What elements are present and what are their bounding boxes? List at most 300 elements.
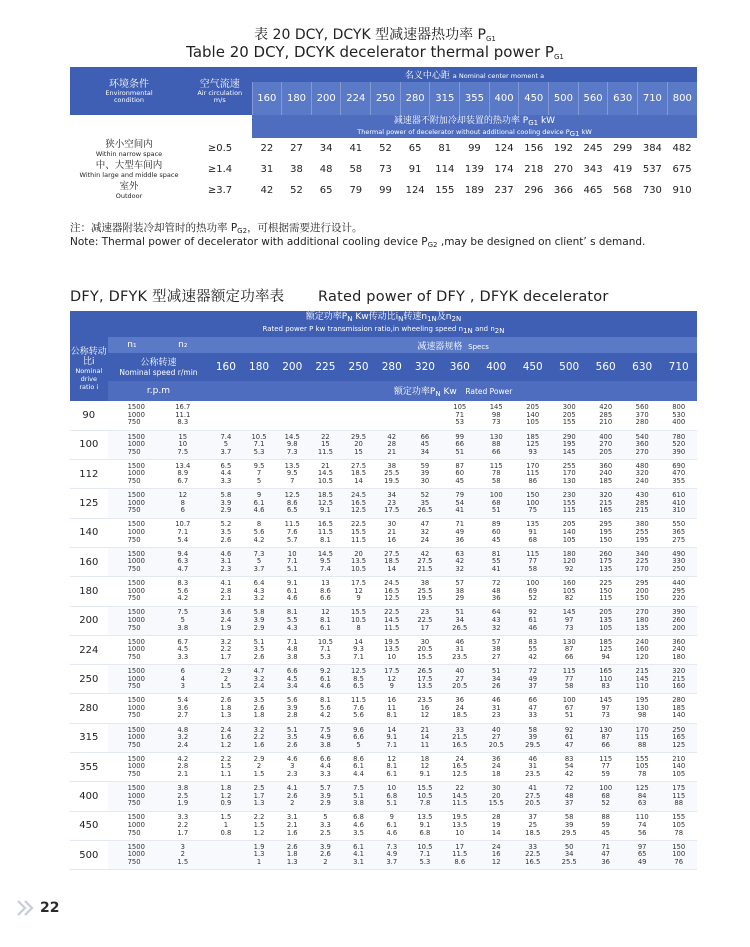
input-speed-line: 1000 [127,615,145,624]
output-speed-line: 8.9 [177,469,189,478]
input-speed-line: 1500 [127,608,145,617]
rated-power-value-line: 5.8 [253,608,265,617]
center-distance-value: 355 [460,82,490,115]
rated-power-value [209,606,242,635]
rated-power-value [660,430,697,459]
input-speed-line: 1500 [127,666,145,675]
rated-power-value-line: 380 [635,520,649,529]
input-speed-line: 750 [127,477,141,486]
input-speed-line: 1500 [127,784,145,793]
rated-power-value-line: 9.1 [286,579,298,588]
rated-power-value [442,460,478,489]
rated-power-value-line: 320 [672,666,686,675]
rated-power-value [209,460,242,489]
input-speed-line: 1000 [127,469,145,478]
output-speed-line: 6.7 [177,637,189,646]
rated-power-value-line: 2.1 [286,821,298,829]
rated-power-value-line: 10 [387,652,397,661]
input-speed-line: 750 [127,535,141,544]
rated-power-value [276,577,309,606]
rated-power-value-line: 32 [491,623,501,632]
env-condition [70,138,188,159]
rated-power-value-line: 27.5 [525,791,541,800]
rated-power-value-line: 3.4 [286,682,298,691]
rated-power-value-line: 4.1 [286,784,298,793]
rated-power-value-line: 14 [354,637,363,646]
rated-power-value-line: 10 [455,828,465,837]
rated-power-value-line: 230 [562,491,576,500]
rated-power-value [624,518,660,547]
input-speed [108,694,157,723]
rated-power-value-line: 33 [528,842,538,851]
rated-power-value-line: 165 [599,666,613,675]
rated-power-value-line: 66 [564,652,574,661]
rated-power-value-line: 4.6 [319,682,331,691]
input-speed-line: 750 [127,711,141,720]
rated-power-value [478,430,514,459]
output-speed-line: 4.8 [177,725,189,734]
rated-power-value [478,401,514,430]
thermal-power-value: 124 [405,185,425,196]
center-distance-header: 名义中心距 a Nominal center moment a [404,71,545,81]
rated-power-value-line: 215 [599,498,613,507]
input-speed-line: 1000 [127,528,145,537]
rated-power-value-line: 4.6 [286,754,298,763]
rated-power-value-line: 3.5 [286,733,298,742]
rated-power-value [408,753,441,782]
rated-power-value-line: 97 [637,842,647,851]
rated-power-value-line: 145 [599,696,613,705]
rated-power-value-line: 46 [528,754,538,763]
center-distance-value: 280 [400,82,430,115]
rated-power-value-line: 6.8 [386,791,398,800]
rated-power-value-line: 195 [635,696,649,705]
rated-power-value-line: 295 [599,520,613,529]
rated-power-value-line: 140 [672,762,686,771]
input-speed-line: 1000 [127,762,145,771]
rated-power-row [70,694,697,723]
output-speed [156,577,209,606]
rated-power-value-line: 28 [491,813,501,822]
rated-power-value-line: 82 [564,594,574,603]
rated-power-value-line: 11.5 [452,850,468,859]
rated-power-value [242,577,275,606]
rated-power-value [342,723,375,752]
rated-power-value [209,665,242,694]
rated-power-value-line: 4.1 [353,850,364,859]
rated-power-value [309,665,342,694]
rated-power-value-line: 17.5 [417,674,433,683]
section-title: DFY, DFYK 型减速器额定功率表 Rated power of DFY , DFYK decelerator [70,289,609,305]
rated-power-value [375,547,408,576]
rated-power-value [442,665,478,694]
input-speed [108,665,157,694]
thermal-power-value: 192 [553,143,573,154]
rated-power-value [309,430,342,459]
rated-power-row [70,460,697,489]
nominal-ratio: 500 [70,840,108,869]
rated-power-value [478,606,514,635]
rated-power-value [276,518,309,547]
rated-power-value [209,518,242,547]
rated-power-value-line: 5.1 [253,637,265,646]
rated-power-value-line: 25.5 [417,586,433,595]
rated-power-value [660,401,697,430]
rated-power-value-line: 270 [635,447,649,456]
input-speed-line: 750 [127,770,141,778]
rated-power-value-line: 215 [635,666,649,675]
rated-power-value-line: 97 [601,703,610,712]
rated-power-value-line: 11 [387,703,397,712]
rated-power-value-line: 22.5 [417,615,433,624]
thermal-power-value: 465 [583,185,603,196]
rated-power-value-line: 23 [420,608,430,617]
page-number: 22 [40,900,60,916]
rated-power-value [478,723,514,752]
rated-power-value-line: 29.5 [525,740,541,749]
rated-power-row [70,782,697,811]
rated-power-value [442,577,478,606]
rated-power-value-line: 27.5 [351,461,367,470]
output-speed-line: 7.1 [177,528,189,537]
rated-power-value-line: 1.5 [220,762,232,771]
rated-power-value [587,460,623,489]
rated-power-value-line: 11.5 [452,799,468,808]
rated-power-value-line: 6.1 [286,586,298,595]
rated-power-value-line: 9.6 [353,725,364,734]
rated-power-value-line: 360 [599,461,613,470]
output-speed [156,606,209,635]
center-distance-value: 160 [252,82,282,115]
rated-power-value-line: 22 [455,784,465,793]
rated-power-value-line: 12.5 [452,770,468,778]
rated-power-value-line: 150 [599,586,613,595]
rated-power-value-line: 410 [672,498,686,507]
rated-power-value-line: 97 [564,615,574,624]
rated-power-value-line: 71 [455,520,465,529]
rated-power-value-line: 1.3 [253,850,265,859]
rated-power-value-line: 110 [599,674,613,683]
nominal-ratio: 280 [70,694,108,723]
rated-power-value-line: 5.6 [353,711,364,720]
center-distance-value: 500 [549,82,579,115]
thermal-row [70,138,697,159]
rated-power-value-line: 39 [528,733,538,742]
rated-power-value [514,665,550,694]
thermal-power-value: 537 [642,164,662,175]
spec-value: 630 [632,361,653,373]
rated-power-value-line: 2.1 [220,594,232,603]
rated-power-value [442,401,478,430]
rated-power-value-line: 2.2 [220,645,232,654]
center-distance-value: 200 [311,82,341,115]
rated-power-value [442,840,478,869]
rated-power-value-line: 240 [635,637,649,646]
rated-power-value-line: 77 [601,762,610,771]
rated-power-value-line: 92 [528,608,538,617]
rated-power-value-line: 7.1 [419,850,431,859]
rated-power-value-line: 15.5 [417,784,433,793]
rated-power-value-line: 120 [635,652,649,661]
rated-power-value-line: 35 [420,498,430,507]
rated-power-value-line: 1.6 [220,733,232,742]
rated-power-value-line: 58 [564,813,574,822]
rated-power-value-line: 20 [354,549,363,558]
rated-power-value-line: 6.1 [319,623,331,632]
output-speed-line: 2.8 [177,762,189,771]
rated-power-value [478,665,514,694]
rated-power-value-line: 7.3 [386,842,398,851]
rated-power-value-line: 170 [635,725,649,734]
table1-title-cn: 表 20 DCY, DCYK 型减速器热功率 $P_{G1}$ [254,27,496,43]
rated-power-value-line: 77 [528,557,538,566]
rated-power-value [408,401,441,430]
rated-power-value [514,577,550,606]
rated-power-value-line: 37 [564,799,574,808]
rated-power-value-line: 57 [455,579,465,588]
rated-power-value-line: 6.1 [353,842,364,851]
rated-power-value-line: 21.5 [417,564,433,573]
rated-power-value-line: 59 [601,770,610,778]
env-condition-cn: 狭小空间内 [105,138,153,150]
rated-power-value-line: 39 [420,469,430,478]
rated-power-value-line: 49 [455,528,465,537]
rated-power-value [309,840,342,869]
rated-power-value [514,811,550,840]
input-speed-line: 750 [127,594,141,603]
output-speed [156,753,209,782]
thermal-power-value: 27 [290,143,303,154]
rated-power-value [587,518,623,547]
rated-power-value [342,753,375,782]
rated-power-value-line: 68 [601,791,610,800]
rated-power-value-line: 60 [455,469,465,478]
rated-power-value [242,547,275,576]
output-speed-line: 5.6 [177,586,189,595]
rated-power-value-line: 6.1 [386,821,398,829]
rated-power-value [551,460,587,489]
rated-power-value [276,489,309,518]
rated-power-value-line: 400 [672,418,686,427]
rated-power-value-line: 4.3 [286,623,298,632]
rated-power-value-line: 3.1 [353,857,364,866]
rated-power-value-line: 24 [455,754,465,763]
rated-power-value-line: 105 [672,821,686,829]
rated-power-value-line: 27 [491,733,501,742]
output-speed [156,430,209,459]
thermal-power-value: 296 [524,185,544,196]
rated-power-value-line: 98 [637,711,647,720]
rated-power-value-line: 6.5 [353,682,364,691]
rated-power-value [408,430,441,459]
rated-power-value-line: 22.5 [525,850,541,859]
output-speed [156,489,209,518]
rated-power-value-line: 130 [489,432,503,441]
rated-power-value-line: 3.6 [220,608,232,617]
rated-power-value-line: 4.9 [319,733,331,742]
rated-power-value-line: 20.5 [452,682,468,691]
rated-power-value-line [309,404,342,412]
rated-power-value-line: 3.3 [319,770,331,778]
rated-power-value-line: 205 [562,410,576,419]
rated-power-value-line [342,412,375,420]
rated-power-value-line: 310 [672,506,686,515]
rated-power-value-line: 81 [491,549,501,558]
rated-power-value [442,753,478,782]
rated-power-value-line: 73 [601,711,610,720]
rated-power-value [342,606,375,635]
rated-power-value-line: 61 [564,733,574,742]
rated-power-value-line: 18.5 [452,711,468,720]
rated-power-value-line: 10 [287,549,297,558]
rated-power-value-line: 100 [489,491,503,500]
env-condition-en: Outdoor [115,191,143,200]
center-distance-value: 630 [608,82,638,115]
rated-power-value-line: 2.9 [319,799,331,808]
rated-power-row [70,635,697,664]
rated-power-value-line: 5.6 [319,703,331,712]
output-speed-line: 3 [180,682,185,691]
rated-power-value-line: 1.1 [220,770,232,778]
rated-power-value-line: 330 [672,557,686,566]
input-speed-line: 1500 [127,754,145,763]
specs-header: 减速器规格 Specs [417,341,489,352]
output-speed-line: 12 [178,491,188,500]
rated-power-value-line: 54 [455,498,465,507]
rated-power-value-line: 7.3 [253,549,265,558]
rated-power-value-line: 86 [528,477,538,486]
rated-power-value-line: 37 [528,682,538,691]
rated-power-value [624,665,660,694]
rated-power-value-line: 16.5 [384,586,400,595]
rated-power-value-line: 16.5 [351,498,367,507]
spec-value: 225 [315,361,336,373]
note-cn: 注：减速器附装冷却管时的热功率 $P_{G2}$，可根据需要进行设计。 [70,222,363,235]
rated-power-value-line: 105 [599,623,613,632]
rated-power-value-line: 9 [356,594,361,603]
rated-power-value-line: 295 [672,586,686,595]
rated-power-row [70,401,697,430]
output-speed [156,694,209,723]
rated-power-value-line: 5.1 [353,791,364,800]
thermal-power-value: 79 [349,185,363,196]
rated-power-value-line: 25.5 [561,857,577,866]
rated-power-value-line: 185 [672,703,686,712]
rated-power-value-line: 2.5 [319,828,331,837]
thermal-power-value: 52 [379,143,392,154]
n2-header: n₂ [178,340,188,350]
rated-power-value [551,840,587,869]
rated-power-value-line: 13.5 [351,557,367,566]
rated-power-value-line [209,844,242,852]
rated-power-value [342,665,375,694]
rated-power-value [660,811,697,840]
rated-power-value-line [342,419,375,427]
output-speed-line: 6 [180,666,185,675]
rated-power-value-line: 165 [672,733,686,742]
rated-power-value-line: 9.1 [419,770,431,778]
spec-value: 200 [282,361,303,373]
rated-power-value-line: 100 [672,850,686,859]
rated-power-value-line: 20 [491,791,501,800]
rated-power-value [276,811,309,840]
rated-power-value-line: 92 [564,725,574,734]
air-value: ≥1.4 [207,164,233,175]
rated-power-value-line: 3.9 [319,842,331,851]
rated-power-value-line: 18.5 [525,828,541,837]
air-circulation-header: 空气流速 Air circulation m/s [188,67,252,115]
rated-power-value-line: 15.5 [351,608,367,617]
rated-power-value-line: 75 [528,506,538,515]
rated-power-value-line: 38 [491,645,501,654]
rated-power-value-line: 94 [601,652,610,661]
rated-power-value-line: 115 [562,666,576,675]
output-speed [156,547,209,576]
spec-value: 250 [348,361,369,373]
rated-power-value [276,753,309,782]
rated-power-value-line: 8.1 [319,696,331,705]
rated-power-value-line: 5.7 [319,784,331,793]
rated-power-value [209,577,242,606]
rated-power-value-line [276,419,309,427]
rated-power-value [478,518,514,547]
rated-power-value-line: 2.3 [220,564,232,573]
rated-power-value-line: 240 [672,645,686,654]
rated-power-value-line: 61 [528,615,538,624]
rated-power-value-line: 7.6 [286,528,298,537]
input-speed [108,430,157,459]
rated-power-value-line: 8.6 [319,586,331,595]
rated-power-value [309,753,342,782]
rated-power-value-line: 12 [491,857,501,866]
rated-power-value-line: 18.5 [317,491,333,500]
rated-power-value [478,694,514,723]
rated-power-value-line: 5 [223,440,229,449]
rated-power-value-line: 3.8 [286,652,298,661]
rated-power-value-line: 4.8 [286,645,298,654]
rated-power-value-line: 12.5 [384,594,400,603]
rated-power-value [342,811,375,840]
nominal-ratio: 315 [70,723,108,752]
rated-power-value-line: 58 [528,725,538,734]
rated-power-value-line: 110 [635,682,649,691]
rated-power-value [209,753,242,782]
rated-power-value-line: 3.9 [253,615,265,624]
rated-power-value [375,489,408,518]
rated-power-value-line: 2 [290,799,295,808]
rated-power-value-line: 19.5 [417,594,433,603]
output-speed-line: 1.7 [177,828,189,837]
rated-power-value-line: 140 [672,711,686,720]
rated-power-value [375,606,408,635]
rated-power-value-line: 105 [672,770,686,778]
env-condition-cn: 中、大型车间内 [95,159,163,171]
rated-power-value-line: 42 [528,652,538,661]
rated-power-value-line: 4.7 [253,666,265,675]
rated-power-value-line: 2.6 [253,703,265,712]
rated-power-value-line: 7.1 [319,645,331,654]
rated-power-table [70,311,697,870]
input-speed-line: 1000 [127,850,145,859]
rated-power-value-line: 360 [672,637,686,646]
rated-power-value-line: 205 [562,520,576,529]
rated-power-value-line: 800 [672,403,686,411]
rated-power-value-line: 22 [321,432,330,441]
rated-power-value-line: 36 [491,754,501,763]
rated-power-value-line: 15.5 [351,528,367,537]
rated-power-value [442,547,478,576]
rated-power-value-line: 66 [601,740,610,749]
